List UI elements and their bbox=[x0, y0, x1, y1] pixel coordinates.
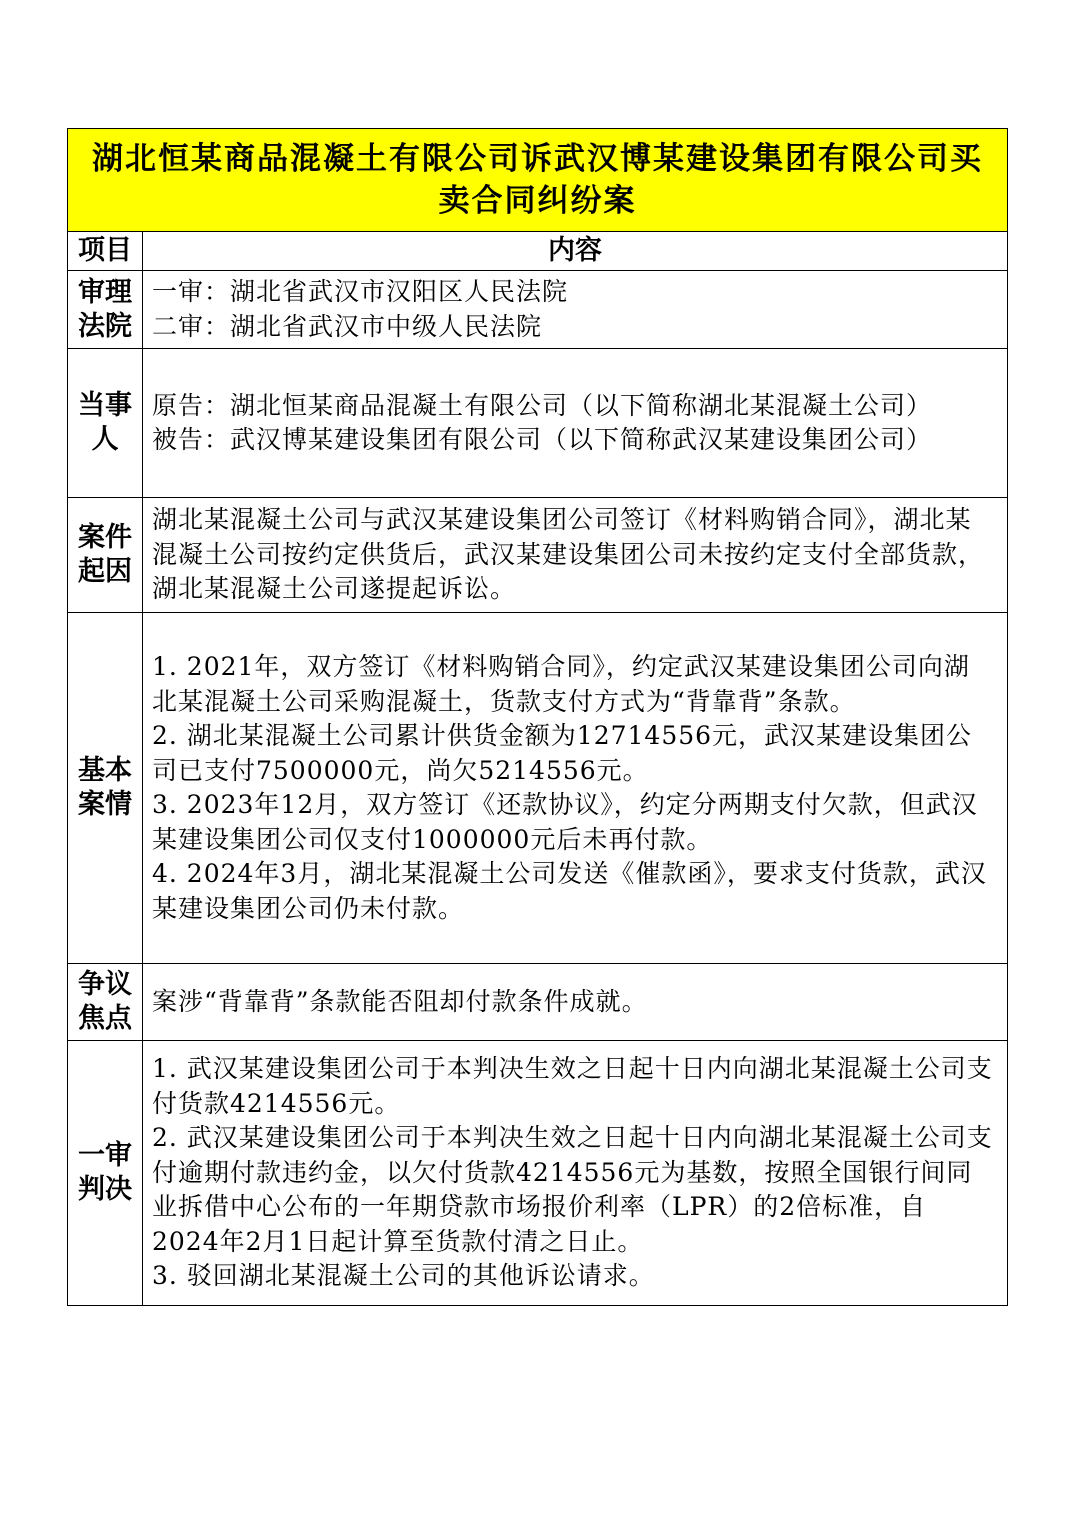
content-line: 原告：湖北恒某商品混凝土有限公司（以下简称湖北某混凝土公司） bbox=[152, 390, 933, 420]
content-line: 1. 武汉某建设集团公司于本判决生效之日起十日内向湖北某混凝土公司支付货款4214556元。 bbox=[152, 1054, 993, 1118]
content-line: 4. 2024年3月，湖北某混凝土公司发送《催款函》，要求支付货款，武汉某建设集团公司仍未付款。 bbox=[152, 859, 987, 923]
table-row-judgment bbox=[68, 1041, 1008, 1306]
row-content-judgment bbox=[143, 1041, 1008, 1306]
table-row-facts bbox=[68, 613, 1008, 964]
table-row-cause bbox=[68, 498, 1008, 613]
content-line: 3. 2023年12月，双方签订《还款协议》，约定分两期支付欠款，但武汉某建设集团公司仅支付1000000元后未再付款。 bbox=[152, 790, 978, 854]
header-item: 项目 bbox=[68, 232, 143, 271]
header-content: 内容 bbox=[143, 232, 1008, 271]
content-line: 1. 2021年，双方签订《材料购销合同》，约定武汉某建设集团公司向湖北某混凝土公司采购混凝土，货款支付方式为“背靠背”条款。 bbox=[152, 652, 970, 716]
content-line: 湖北某混凝土公司与武汉某建设集团公司签订《材料购销合同》，湖北某混凝土公司按约定供货后，武汉某建设集团公司未按约定支付全部货款，湖北某混凝土公司遂提起诉讼。 bbox=[152, 505, 985, 604]
header-row bbox=[68, 232, 1008, 271]
title-row bbox=[68, 129, 1008, 232]
row-content-cause bbox=[143, 498, 1008, 613]
table-row-parties bbox=[68, 349, 1008, 498]
row-label-facts: 基本案情 bbox=[68, 613, 143, 964]
row-label-cause: 案件起因 bbox=[68, 498, 143, 613]
content-line: 一审：湖北省武汉市汉阳区人民法院 bbox=[152, 277, 569, 306]
case-title: 湖北恒某商品混凝土有限公司诉武汉博某建设集团有限公司买卖合同纠纷案 bbox=[68, 129, 1008, 232]
content-line: 2. 武汉某建设集团公司于本判决生效之日起十日内向湖北某混凝土公司支付逾期付款违约金，以欠付货款4214556元为基数，按照全国银行间同业拆借中心公布的一年期贷款市场报价利率（LPR）的2倍标准，自2024年2月1日起计算至货款付清之日止。 bbox=[152, 1123, 993, 1256]
content-line: 3. 驳回湖北某混凝土公司的其他诉讼请求。 bbox=[152, 1261, 655, 1291]
row-label-parties: 当事人 bbox=[68, 349, 143, 498]
row-label-dispute: 争议焦点 bbox=[68, 964, 143, 1041]
row-label-judgment: 一审判决 bbox=[68, 1041, 143, 1306]
row-content-dispute bbox=[143, 964, 1008, 1041]
content-line: 二审：湖北省武汉市中级人民法院 bbox=[152, 311, 543, 341]
content-line: 2. 湖北某混凝土公司累计供货金额为12714556元，武汉某建设集团公司已支付7500000元，尚欠5214556元。 bbox=[152, 721, 973, 785]
table-row-dispute bbox=[68, 964, 1008, 1041]
row-content-court bbox=[143, 271, 1008, 349]
row-content-facts bbox=[143, 613, 1008, 964]
row-label-court: 审理法院 bbox=[68, 271, 143, 349]
content-line: 被告：武汉博某建设集团有限公司（以下简称武汉某建设集团公司） bbox=[152, 425, 933, 454]
row-content-parties bbox=[143, 349, 1008, 498]
table-row-court bbox=[68, 271, 1008, 349]
content-line: 案涉“背靠背”条款能否阻却付款条件成就。 bbox=[152, 986, 648, 1016]
case-summary-table bbox=[67, 128, 1008, 1306]
